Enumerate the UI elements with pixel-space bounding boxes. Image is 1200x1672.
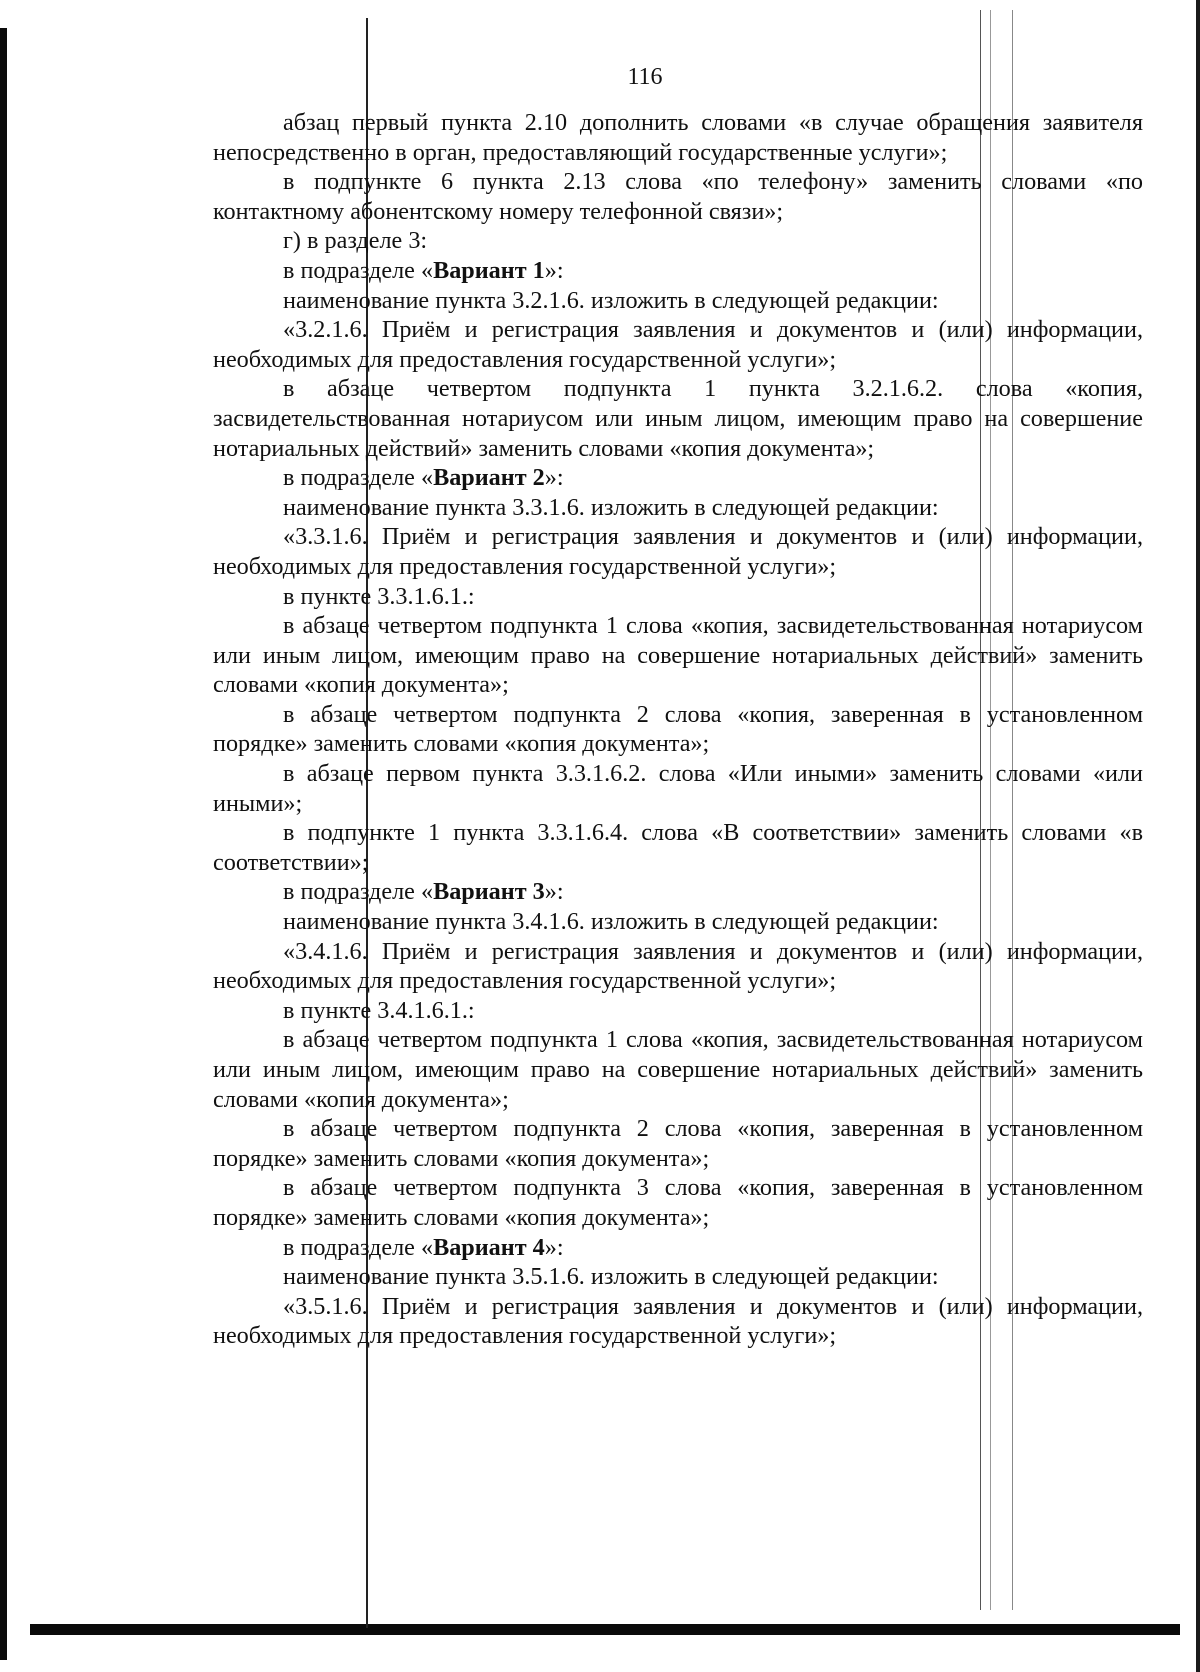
paragraph: в подпункте 1 пункта 3.3.1.6.4. слова «В соответствии» заменить словами «в соответствии»;	[213, 819, 1143, 876]
paragraph: наименование пункта 3.3.1.6. изложить в следующей редакции:	[283, 493, 939, 521]
document-body	[213, 108, 1143, 1351]
paragraph: в абзаце четвертом подпункта 2 слова «копия, заверенная в установленном порядке» заменить словами «копия документа»;	[213, 1115, 1143, 1172]
subsection-heading: в подразделе «Вариант 4»:	[283, 1233, 564, 1261]
paragraph: «3.4.1.6. Приём и регистрация заявления и документов и (или) информации, необходимых для предоставления государственной услуги»;	[213, 937, 1143, 995]
paragraph: «3.5.1.6. Приём и регистрация заявления и документов и (или) информации, необходимых для предоставления государственной услуги»;	[213, 1292, 1143, 1350]
scan-border-left	[0, 28, 7, 1660]
paragraph: в абзаце четвертом подпункта 2 слова «копия, заверенная в установленном порядке» заменить словами «копия документа»;	[213, 700, 1143, 758]
paragraph: в абзаце четвертом подпункта 1 слова «копия, засвидетельствованная нотариусом или иным лицом, имеющим право на совершение нотариальных действий» заменить словами «копия документа»;	[213, 1026, 1143, 1113]
paragraph: наименование пункта 3.4.1.6. изложить в следующей редакции:	[283, 908, 939, 936]
subsection-heading: в подразделе «Вариант 1»:	[283, 256, 564, 284]
paragraph: в пункте 3.4.1.6.1.:	[283, 996, 475, 1024]
paragraph: абзац первый пункта 2.10 дополнить словами «в случае обращения заявителя непосредственно в орган, предоставляющий государственные услуги»;	[213, 109, 1143, 166]
paragraph: «3.2.1.6. Приём и регистрация заявления и документов и (или) информации, необходимых для предоставления государственной услуги»;	[213, 316, 1143, 373]
paragraph: наименование пункта 3.5.1.6. изложить в следующей редакции:	[283, 1263, 939, 1291]
scan-border-right	[1196, 0, 1200, 1672]
subsection-heading: в подразделе «Вариант 3»:	[283, 878, 564, 906]
paragraph: в абзаце четвертом подпункта 1 слова «копия, засвидетельствованная нотариусом или иным лицом, имеющим право на совершение нотариальных действий» заменить словами «копия документа»;	[213, 612, 1143, 699]
paragraph: в абзаце первом пункта 3.3.1.6.2. слова «Или иными» заменить словами «или иными»;	[213, 760, 1143, 817]
paragraph: наименование пункта 3.2.1.6. изложить в следующей редакции:	[283, 286, 939, 314]
page-number: 116	[627, 64, 663, 90]
paragraph: в подпункте 6 пункта 2.13 слова «по телефону» заменить словами «по контактному абонентскому номеру телефонной связи»;	[213, 168, 1143, 225]
paragraph: в абзаце четвертом подпункта 3 слова «копия, заверенная в установленном порядке» заменить словами «копия документа»;	[213, 1174, 1143, 1231]
paragraph: г) в разделе 3:	[283, 227, 428, 255]
paragraph: в абзаце четвертом подпункта 1 пункта 3.2.1.6.2. слова «копия, засвидетельствованная нотариусом или иным лицом, имеющим право на совершение нотариальных действий» заменить словами «копия документа»;	[213, 375, 1143, 462]
paragraph: в пункте 3.3.1.6.1.:	[283, 582, 475, 610]
subsection-heading: в подразделе «Вариант 2»:	[283, 464, 564, 492]
paragraph: «3.3.1.6. Приём и регистрация заявления и документов и (или) информации, необходимых для предоставления государственной услуги»;	[213, 523, 1143, 580]
scan-border-bottom	[30, 1624, 1180, 1635]
